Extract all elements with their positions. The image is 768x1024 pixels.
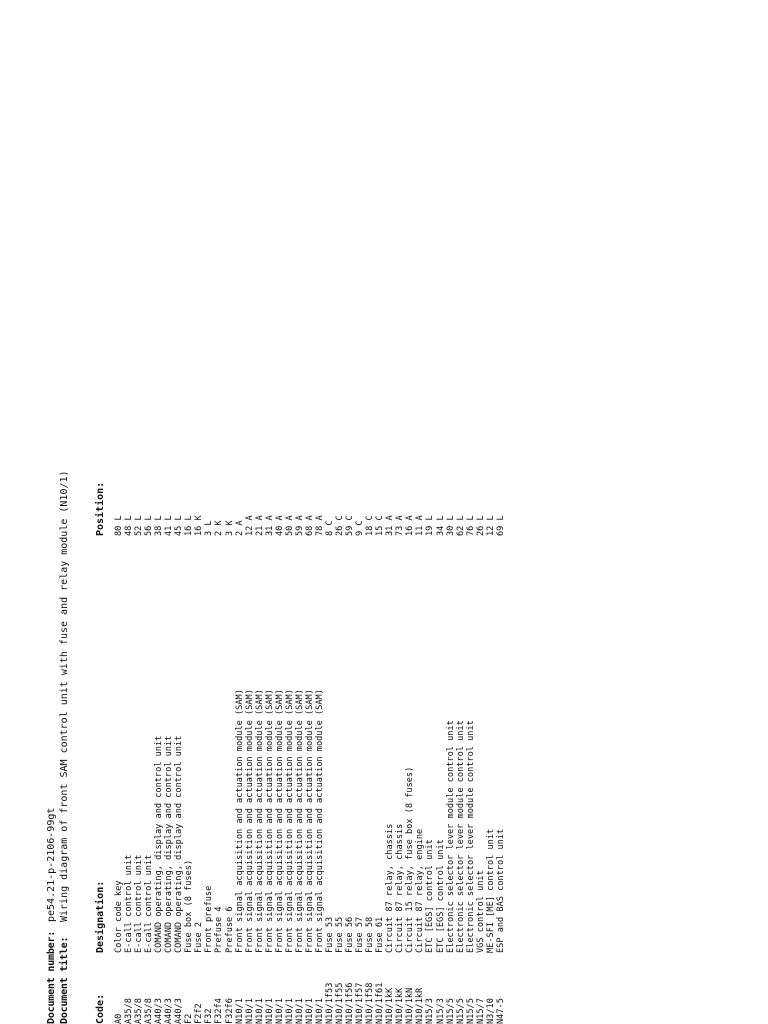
row-designation: E-call control unit xyxy=(124,854,135,953)
row-code: N10/1kR xyxy=(415,987,426,1024)
document-title: Wiring diagram of front SAM control unit with fuse and relay module (N10/1) xyxy=(59,470,70,922)
table-row xyxy=(265,464,275,1024)
row-code: N10/1f56 xyxy=(345,982,356,1024)
table-row xyxy=(446,464,456,1024)
row-position: 59 C xyxy=(345,515,356,536)
row-code: A40/3 xyxy=(174,998,185,1024)
table-row xyxy=(425,464,435,1024)
row-designation: Front signal acquisition and actuation module (SAM) xyxy=(294,689,305,953)
table-row xyxy=(456,464,466,1024)
table-row xyxy=(214,464,224,1024)
row-position: 41 L xyxy=(164,515,175,536)
row-designation: COMAND operating, display and control unit xyxy=(174,735,185,953)
row-position: 26 L xyxy=(475,515,486,536)
table-row xyxy=(315,464,325,1024)
row-code: N10/1kK xyxy=(385,987,396,1024)
row-position: 38 L xyxy=(154,515,165,536)
table-row xyxy=(466,464,476,1024)
row-code: N15/5 xyxy=(455,998,466,1024)
row-code: N10/1 xyxy=(294,998,305,1024)
row-position: 11 A xyxy=(415,515,426,536)
row-designation: Front signal acquisition and actuation module (SAM) xyxy=(274,689,285,953)
table-row xyxy=(385,464,395,1024)
table-row xyxy=(436,464,446,1024)
row-code: N10/1kN xyxy=(405,987,416,1024)
row-designation: Circuit 87 relay, engine xyxy=(415,828,426,953)
row-designation: E-call control unit xyxy=(144,854,155,953)
row-code: N10/1 xyxy=(254,998,265,1024)
row-code: N10/1 xyxy=(284,998,295,1024)
row-designation: Fuse 61 xyxy=(375,916,386,953)
row-position: 48 L xyxy=(124,515,135,536)
table-row xyxy=(405,464,415,1024)
row-code: F32f6 xyxy=(224,998,235,1024)
row-code: N10/1f58 xyxy=(365,982,376,1024)
row-position: 80 L xyxy=(114,515,124,536)
row-code: N10/1 xyxy=(244,998,255,1024)
row-designation: Front signal acquisition and actuation module (SAM) xyxy=(234,689,245,953)
row-designation: Front signal acquisition and actuation module (SAM) xyxy=(244,689,255,953)
table-row xyxy=(184,464,194,1024)
table-row xyxy=(415,464,425,1024)
table-row xyxy=(496,464,506,1024)
row-code: N10/1 xyxy=(264,998,275,1024)
table-row xyxy=(235,464,245,1024)
row-designation: E-call control unit xyxy=(134,854,145,953)
row-code: N3/10 xyxy=(485,998,496,1024)
row-code: A0 xyxy=(114,1013,124,1024)
row-designation: Fuse 53 xyxy=(324,916,335,953)
table-row xyxy=(225,464,235,1024)
row-code: N47-5 xyxy=(495,998,506,1024)
row-code: F2f2 xyxy=(194,1003,205,1024)
table-row xyxy=(355,464,365,1024)
row-position: 15 C xyxy=(375,515,386,536)
row-designation: Fuse 2 xyxy=(194,921,205,953)
row-position: 31 A xyxy=(264,515,275,536)
row-designation: Front signal acquisition and actuation module (SAM) xyxy=(264,689,275,953)
component-table xyxy=(114,464,506,1024)
row-position: 2 K xyxy=(214,520,225,536)
table-row xyxy=(134,464,144,1024)
row-designation: Fuse 57 xyxy=(355,916,366,953)
row-designation: Color code key xyxy=(114,880,124,953)
table-row xyxy=(285,464,295,1024)
row-position: 73 A xyxy=(395,515,406,536)
row-position: 18 C xyxy=(365,515,376,536)
row-position: 76 L xyxy=(465,515,476,536)
table-row xyxy=(345,464,355,1024)
table-row xyxy=(144,464,154,1024)
row-designation: COMAND operating, display and control unit xyxy=(154,735,165,953)
row-code: N10/1 xyxy=(314,998,325,1024)
row-position: 12 A xyxy=(244,515,255,536)
table-row xyxy=(255,464,265,1024)
row-code: N15/3 xyxy=(425,998,436,1024)
row-designation: Fuse box (8 fuses) xyxy=(184,859,195,953)
row-code: A40/3 xyxy=(164,998,175,1024)
row-designation: Front signal acquisition and actuation module (SAM) xyxy=(284,689,295,953)
row-designation: Front signal acquisition and actuation module (SAM) xyxy=(304,689,315,953)
table-row xyxy=(305,464,315,1024)
table-row xyxy=(395,464,405,1024)
document-number-label: Document number: xyxy=(46,930,57,1024)
row-code: N15/7 xyxy=(475,998,486,1024)
row-position: 8 C xyxy=(324,520,335,536)
document-title-label: Document title: xyxy=(59,936,70,1024)
row-code: A35/8 xyxy=(144,998,155,1024)
row-code: F32 xyxy=(204,1008,215,1024)
row-designation: Fuse 58 xyxy=(365,916,376,953)
row-designation: Circuit 87 relay, chassis xyxy=(385,823,396,953)
row-code: N10/1f61 xyxy=(375,982,386,1024)
row-position: 52 L xyxy=(134,515,145,536)
row-code: N10/1f55 xyxy=(335,982,346,1024)
row-designation: Circuit 87 relay, chassis xyxy=(395,823,406,953)
row-designation: Electronic selector lever module control unit xyxy=(455,720,466,953)
code-column-header: Code: xyxy=(95,993,106,1024)
row-position: 62 L xyxy=(455,515,466,536)
table-row xyxy=(245,464,255,1024)
row-designation: ETC [EGS] control unit xyxy=(435,839,446,953)
table-row xyxy=(164,464,174,1024)
table-row xyxy=(194,464,204,1024)
row-position: 30 L xyxy=(445,515,456,536)
row-code: F32f4 xyxy=(214,998,225,1024)
row-position: 68 A xyxy=(304,515,315,536)
row-position: 2 A xyxy=(234,520,245,536)
row-designation: Prefuse 4 xyxy=(214,906,225,953)
row-position: 59 A xyxy=(294,515,305,536)
row-code: N15/5 xyxy=(445,998,456,1024)
table-row xyxy=(295,464,305,1024)
row-position: 16 A xyxy=(405,515,416,536)
row-position: 50 A xyxy=(284,515,295,536)
row-position: 16 L xyxy=(184,515,195,536)
row-designation: ESP and BAS control unit xyxy=(495,828,506,953)
row-position: 78 A xyxy=(314,515,325,536)
row-designation: Electronic selector lever module control unit xyxy=(465,720,476,953)
row-code: F2 xyxy=(184,1013,195,1024)
row-position: 40 A xyxy=(274,515,285,536)
rotated-content xyxy=(0,464,620,1024)
row-position: 9 C xyxy=(355,520,366,536)
row-designation: VGS control unit xyxy=(475,870,486,953)
table-row xyxy=(174,464,184,1024)
table-row xyxy=(335,464,345,1024)
table-row xyxy=(114,464,124,1024)
row-position: 12 L xyxy=(485,515,496,536)
row-designation: Electronic selector lever module control unit xyxy=(445,720,456,953)
row-position: 3 L xyxy=(204,520,215,536)
document-number: pe54.21-p-2106-99gt xyxy=(46,807,57,922)
row-code: N10/1kK xyxy=(395,987,406,1024)
row-position: 26 C xyxy=(335,515,346,536)
row-position: 21 A xyxy=(254,515,265,536)
row-code: N10/1 xyxy=(274,998,285,1024)
table-row xyxy=(275,464,285,1024)
table-row xyxy=(486,464,496,1024)
row-designation: Front signal acquisition and actuation module (SAM) xyxy=(254,689,265,953)
row-code: N15/5 xyxy=(465,998,476,1024)
row-position: 56 L xyxy=(144,515,155,536)
row-position: 3 K xyxy=(224,520,235,536)
row-code: A35/8 xyxy=(134,998,145,1024)
row-code: A35/8 xyxy=(124,998,135,1024)
row-code: N10/1 xyxy=(234,998,245,1024)
row-designation: Fuse 56 xyxy=(345,916,356,953)
row-designation: ME-SFI [ME] control unit xyxy=(485,828,496,953)
row-designation: Circuit 15 relay, fuse box (8 fuses) xyxy=(405,766,416,953)
row-code: N10/1 xyxy=(304,998,315,1024)
row-designation: Fuse 55 xyxy=(335,916,346,953)
table-row xyxy=(154,464,164,1024)
table-row xyxy=(325,464,335,1024)
row-position: 31 A xyxy=(385,515,396,536)
table-row xyxy=(124,464,134,1024)
row-code: A40/3 xyxy=(154,998,165,1024)
row-position: 16 K xyxy=(194,515,205,536)
row-code: N15/3 xyxy=(435,998,446,1024)
row-designation: Front prefuse xyxy=(204,885,215,953)
row-designation: Front signal acquisition and actuation module (SAM) xyxy=(314,689,325,953)
table-row xyxy=(204,464,214,1024)
designation-column-header: Designation: xyxy=(95,880,106,953)
row-position: 19 L xyxy=(425,515,436,536)
row-position: 34 L xyxy=(435,515,446,536)
row-designation: ETC [EGS] control unit xyxy=(425,839,436,953)
table-row xyxy=(365,464,375,1024)
row-designation: COMAND operating, display and control unit xyxy=(164,735,175,953)
position-column-header: Position: xyxy=(95,481,106,536)
table-row xyxy=(476,464,486,1024)
row-code: N10/1f57 xyxy=(355,982,366,1024)
table-row xyxy=(375,464,385,1024)
row-position: 45 L xyxy=(174,515,185,536)
row-code: N10/1f53 xyxy=(324,982,335,1024)
row-position: 69 L xyxy=(495,515,506,536)
row-designation: Prefuse 6 xyxy=(224,906,235,953)
